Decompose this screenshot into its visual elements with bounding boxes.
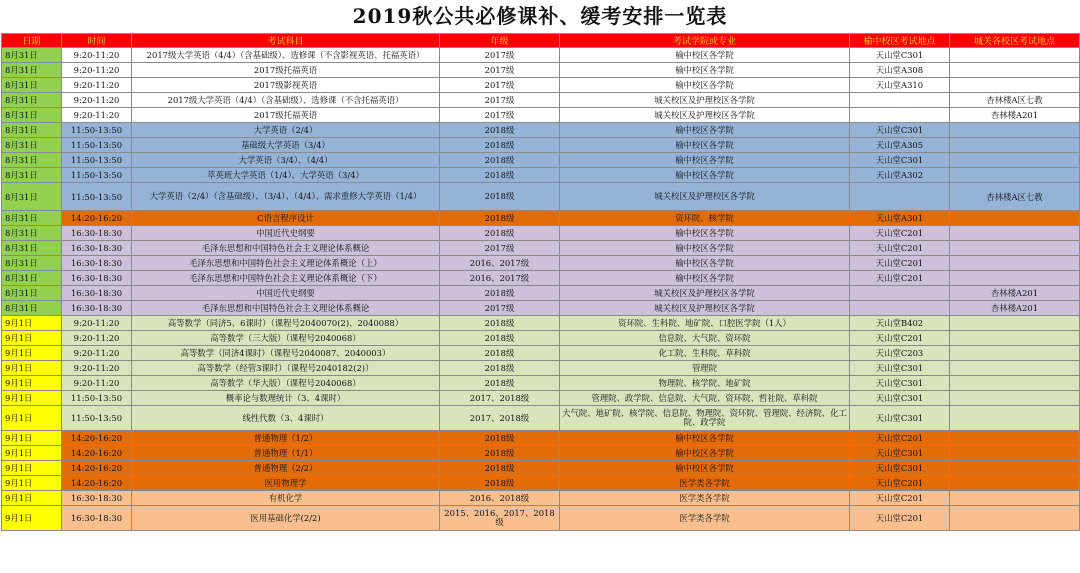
time-cell: 14:20-16:20 [62,431,132,446]
table-row [2,211,1080,226]
college-cell: 榆中校区各学院 [560,431,850,446]
yuzhong-location-cell: 天山堂C201 [850,491,950,506]
date-cell: 9月1日 [2,361,62,376]
subject-cell: 普通物理（1/1） [132,446,440,461]
grade-cell: 2016、2017级 [440,271,560,286]
date-cell: 8月31日 [2,211,62,226]
grade-cell: 2017级 [440,241,560,256]
college-cell: 榆中校区各学院 [560,78,850,93]
time-cell: 16:30-18:30 [62,241,132,256]
date-cell: 9月1日 [2,391,62,406]
chengguan-location-cell [950,256,1080,271]
time-cell: 9:20-11:20 [62,361,132,376]
time-cell: 11:50-13:50 [62,123,132,138]
college-cell: 榆中校区各学院 [560,168,850,183]
table-row [2,346,1080,361]
subject-cell: 大学英语（2/4）（含基础级）、（3/4）、（4/4）、需求重修大学英语（1/4） [132,183,440,211]
college-cell: 城关校区及护理校区各学院 [560,301,850,316]
date-cell: 9月1日 [2,316,62,331]
grade-cell: 2018级 [440,123,560,138]
time-cell: 9:20-11:20 [62,63,132,78]
yuzhong-location-cell: 天山堂C201 [850,226,950,241]
yuzhong-location-cell: 天山堂C301 [850,406,950,431]
table-row [2,183,1080,211]
date-cell: 9月1日 [2,461,62,476]
time-cell: 9:20-11:20 [62,108,132,123]
subject-cell: 高等数学（经管3课时）（课程号2040182(2)） [132,361,440,376]
chengguan-location-cell [950,491,1080,506]
grade-cell: 2018级 [440,183,560,211]
subject-cell: 线性代数（3、4课时） [132,406,440,431]
grade-cell: 2018级 [440,346,560,361]
subject-cell: 毛泽东思想和中国特色社会主义理论体系概论（下） [132,271,440,286]
subject-cell: 毛泽东思想和中国特色社会主义理论体系概论 [132,301,440,316]
header-subject: 考试科目 [132,34,440,48]
subject-cell: 2017级大学英语（4/4）（含基础级）、选修课（不含托福英语） [132,93,440,108]
chengguan-location-cell [950,361,1080,376]
yuzhong-location-cell: 天山堂C201 [850,431,950,446]
yuzhong-location-cell: 天山堂C201 [850,506,950,531]
yuzhong-location-cell: 天山堂A301 [850,211,950,226]
yuzhong-location-cell: 天山堂C301 [850,376,950,391]
time-cell: 16:30-18:30 [62,301,132,316]
table-row [2,431,1080,446]
time-cell: 11:50-13:50 [62,391,132,406]
yuzhong-location-cell: 天山堂C301 [850,48,950,63]
subject-cell: 毛泽东思想和中国特色社会主义理论体系概论 [132,241,440,256]
table-row [2,256,1080,271]
table-row [2,461,1080,476]
table-row [2,48,1080,63]
date-cell: 9月1日 [2,406,62,431]
grade-cell: 2018级 [440,361,560,376]
header-chengguan-location: 城关各校区考试地点 [950,34,1080,48]
yuzhong-location-cell: 天山堂A310 [850,78,950,93]
table-row [2,406,1080,431]
header-grade: 年级 [440,34,560,48]
grade-cell: 2018级 [440,376,560,391]
date-cell: 9月1日 [2,331,62,346]
subject-cell: 中国近代史纲要 [132,226,440,241]
chengguan-location-cell [950,63,1080,78]
college-cell: 榆中校区各学院 [560,446,850,461]
chengguan-location-cell [950,431,1080,446]
college-cell: 榆中校区各学院 [560,48,850,63]
college-cell: 医学类各学院 [560,506,850,531]
grade-cell: 2018级 [440,226,560,241]
yuzhong-location-cell: 天山堂C301 [850,153,950,168]
date-cell: 8月31日 [2,168,62,183]
grade-cell: 2018级 [440,168,560,183]
college-cell: 城关校区及护理校区各学院 [560,93,850,108]
grade-cell: 2018级 [440,331,560,346]
college-cell: 大气院、地矿院、核学院、信息院、物理院、资环院、管理院、经济院、化工院、政学院 [560,406,850,431]
date-cell: 8月31日 [2,226,62,241]
grade-cell: 2017级 [440,108,560,123]
date-cell: 8月31日 [2,108,62,123]
grade-cell: 2018级 [440,476,560,491]
yuzhong-location-cell: 天山堂A302 [850,168,950,183]
college-cell: 榆中校区各学院 [560,138,850,153]
time-cell: 9:20-11:20 [62,316,132,331]
time-cell: 14:20-16:20 [62,461,132,476]
yuzhong-location-cell: 天山堂A305 [850,138,950,153]
yuzhong-location-cell: 天山堂C201 [850,331,950,346]
subject-cell: 概率论与数理统计（3、4课时） [132,391,440,406]
time-cell: 11:50-13:50 [62,406,132,431]
chengguan-location-cell: 杏林楼A201 [950,301,1080,316]
table-row [2,168,1080,183]
chengguan-location-cell: 杏林楼A201 [950,108,1080,123]
chengguan-location-cell [950,476,1080,491]
college-cell: 榆中校区各学院 [560,461,850,476]
chengguan-location-cell [950,48,1080,63]
date-cell: 9月1日 [2,491,62,506]
table-row [2,271,1080,286]
date-cell: 8月31日 [2,78,62,93]
date-cell: 9月1日 [2,446,62,461]
subject-cell: C语言程序设计 [132,211,440,226]
time-cell: 11:50-13:50 [62,138,132,153]
chengguan-location-cell [950,138,1080,153]
chengguan-location-cell [950,406,1080,431]
subject-cell: 2017级托福英语 [132,108,440,123]
grade-cell: 2017级 [440,301,560,316]
header-row [2,34,1080,48]
time-cell: 9:20-11:20 [62,93,132,108]
date-cell: 8月31日 [2,48,62,63]
college-cell: 榆中校区各学院 [560,271,850,286]
chengguan-location-cell [950,123,1080,138]
date-cell: 8月31日 [2,256,62,271]
grade-cell: 2017级 [440,63,560,78]
time-cell: 11:50-13:50 [62,168,132,183]
table-row [2,138,1080,153]
grade-cell: 2018级 [440,286,560,301]
time-cell: 16:30-18:30 [62,286,132,301]
yuzhong-location-cell [850,301,950,316]
subject-cell: 2017级影视英语 [132,78,440,93]
college-cell: 城关校区及护理校区各学院 [560,183,850,211]
time-cell: 16:30-18:30 [62,226,132,241]
date-cell: 8月31日 [2,93,62,108]
subject-cell: 高等数学（同济4课时）（课程号2040087、2040003） [132,346,440,361]
table-row [2,446,1080,461]
grade-cell: 2016、2018级 [440,491,560,506]
date-cell: 8月31日 [2,286,62,301]
chengguan-location-cell: 杏林楼A201 [950,286,1080,301]
yuzhong-location-cell [850,93,950,108]
table-row [2,301,1080,316]
chengguan-location-cell [950,391,1080,406]
time-cell: 16:30-18:30 [62,491,132,506]
time-cell: 11:50-13:50 [62,183,132,211]
college-cell: 医学类各学院 [560,476,850,491]
chengguan-location-cell [950,226,1080,241]
time-cell: 14:20-16:20 [62,446,132,461]
yuzhong-location-cell [850,286,950,301]
table-row [2,316,1080,331]
yuzhong-location-cell [850,108,950,123]
header-yuzhong-location: 榆中校区考试地点 [850,34,950,48]
yuzhong-location-cell: 天山堂C201 [850,271,950,286]
table-row [2,123,1080,138]
subject-cell: 大学英语（3/4）、（4/4） [132,153,440,168]
college-cell: 榆中校区各学院 [560,226,850,241]
subject-cell: 医用基础化学(2/2) [132,506,440,531]
yuzhong-location-cell: 天山堂C201 [850,241,950,256]
chengguan-location-cell [950,446,1080,461]
grade-cell: 2016、2017级 [440,256,560,271]
date-cell: 8月31日 [2,271,62,286]
college-cell: 城关校区及护理校区各学院 [560,108,850,123]
yuzhong-location-cell: 天山堂C301 [850,361,950,376]
table-row [2,491,1080,506]
time-cell: 9:20-11:20 [62,78,132,93]
date-cell: 8月31日 [2,183,62,211]
grade-cell: 2017级 [440,93,560,108]
subject-cell: 基础级大学英语（3/4） [132,138,440,153]
time-cell: 16:30-18:30 [62,506,132,531]
table-body [2,48,1080,531]
chengguan-location-cell [950,271,1080,286]
grade-cell: 2018级 [440,153,560,168]
college-cell: 资环院、生科院、地矿院、口腔医学院（1人） [560,316,850,331]
college-cell: 信息院、大气院、资环院 [560,331,850,346]
chengguan-location-cell [950,168,1080,183]
grade-cell: 2017、2018级 [440,391,560,406]
college-cell: 榆中校区各学院 [560,256,850,271]
subject-cell: 毛泽东思想和中国特色社会主义理论体系概论（上） [132,256,440,271]
date-cell: 9月1日 [2,431,62,446]
college-cell: 管理院 [560,361,850,376]
time-cell: 9:20-11:20 [62,346,132,361]
time-cell: 16:30-18:30 [62,271,132,286]
table-row [2,506,1080,531]
time-cell: 9:20-11:20 [62,376,132,391]
grade-cell: 2017级 [440,78,560,93]
yuzhong-location-cell: 天山堂A308 [850,63,950,78]
table-row [2,78,1080,93]
grade-cell: 2018级 [440,316,560,331]
date-cell: 8月31日 [2,301,62,316]
date-cell: 9月1日 [2,376,62,391]
yuzhong-location-cell: 天山堂C201 [850,476,950,491]
chengguan-location-cell [950,506,1080,531]
subject-cell: 有机化学 [132,491,440,506]
chengguan-location-cell [950,316,1080,331]
subject-cell: 高等数学（三大版）（课程号2040068） [132,331,440,346]
yuzhong-location-cell: 天山堂C301 [850,123,950,138]
grade-cell: 2018级 [440,446,560,461]
college-cell: 榆中校区各学院 [560,153,850,168]
time-cell: 14:20-16:20 [62,476,132,491]
grade-cell: 2015、2016、2017、2018级 [440,506,560,531]
date-cell: 9月1日 [2,346,62,361]
yuzhong-location-cell: 天山堂C301 [850,461,950,476]
subject-cell: 普通物理（1/2） [132,431,440,446]
chengguan-location-cell [950,346,1080,361]
grade-cell: 2018级 [440,431,560,446]
subject-cell: 2017级大学英语（4/4）（含基础级）、选修课（不含影视英语、托福英语） [132,48,440,63]
college-cell: 医学类各学院 [560,491,850,506]
chengguan-location-cell [950,211,1080,226]
college-cell: 物理院、核学院、地矿院 [560,376,850,391]
table-row [2,376,1080,391]
header-time: 时间 [62,34,132,48]
subject-cell: 大学英语（2/4） [132,123,440,138]
date-cell: 8月31日 [2,123,62,138]
date-cell: 8月31日 [2,241,62,256]
subject-cell: 普通物理（2/2） [132,461,440,476]
grade-cell: 2018级 [440,461,560,476]
date-cell: 8月31日 [2,138,62,153]
table-row [2,361,1080,376]
chengguan-location-cell [950,153,1080,168]
chengguan-location-cell [950,331,1080,346]
yuzhong-location-cell: 天山堂C201 [850,256,950,271]
subject-cell: 中国近代史纲要 [132,286,440,301]
time-cell: 9:20-11:20 [62,48,132,63]
date-cell: 9月1日 [2,506,62,531]
grade-cell: 2017级 [440,48,560,63]
exam-schedule-table [1,33,1080,531]
college-cell: 资环院、核学院 [560,211,850,226]
chengguan-location-cell [950,241,1080,256]
table-row [2,63,1080,78]
time-cell: 16:30-18:30 [62,256,132,271]
header-date: 日期 [2,34,62,48]
table-row [2,226,1080,241]
table-row [2,391,1080,406]
subject-cell: 高等数学（华大版）（课程号2040068） [132,376,440,391]
yuzhong-location-cell: 天山堂C301 [850,446,950,461]
college-cell: 榆中校区各学院 [560,241,850,256]
table-row [2,331,1080,346]
yuzhong-location-cell [850,183,950,211]
grade-cell: 2018级 [440,138,560,153]
yuzhong-location-cell: 天山堂C203 [850,346,950,361]
yuzhong-location-cell: 天山堂C301 [850,391,950,406]
date-cell: 8月31日 [2,153,62,168]
grade-cell: 2017、2018级 [440,406,560,431]
table-row [2,93,1080,108]
table-row [2,153,1080,168]
date-cell: 8月31日 [2,63,62,78]
subject-cell: 萃英班大学英语（1/4）、大学英语（3/4） [132,168,440,183]
chengguan-location-cell [950,78,1080,93]
chengguan-location-cell [950,461,1080,476]
page-title: 2019秋公共必修课补、缓考安排一览表 [352,4,728,28]
time-cell: 9:20-11:20 [62,331,132,346]
table-row [2,108,1080,123]
grade-cell: 2018级 [440,211,560,226]
college-cell: 城关校区及护理校区各学院 [560,286,850,301]
header-college: 考试学院或专业 [560,34,850,48]
time-cell: 14:20-16:20 [62,211,132,226]
date-cell: 9月1日 [2,476,62,491]
chengguan-location-cell: 杏林楼A区七教 [950,93,1080,108]
subject-cell: 高等数学（同济5、6课时）（课程号2040070(2)、2040088） [132,316,440,331]
chengguan-location-cell: 杏林楼A区七教 [950,183,1080,211]
college-cell: 管理院、政学院、信息院、大气院、资环院、哲社院、草科院 [560,391,850,406]
college-cell: 化工院、生科院、草科院 [560,346,850,361]
table-row [2,286,1080,301]
subject-cell: 医用物理学 [132,476,440,491]
college-cell: 榆中校区各学院 [560,123,850,138]
yuzhong-location-cell: 天山堂B402 [850,316,950,331]
time-cell: 11:50-13:50 [62,153,132,168]
table-row [2,241,1080,256]
college-cell: 榆中校区各学院 [560,63,850,78]
chengguan-location-cell [950,376,1080,391]
subject-cell: 2017级托福英语 [132,63,440,78]
table-row [2,476,1080,491]
